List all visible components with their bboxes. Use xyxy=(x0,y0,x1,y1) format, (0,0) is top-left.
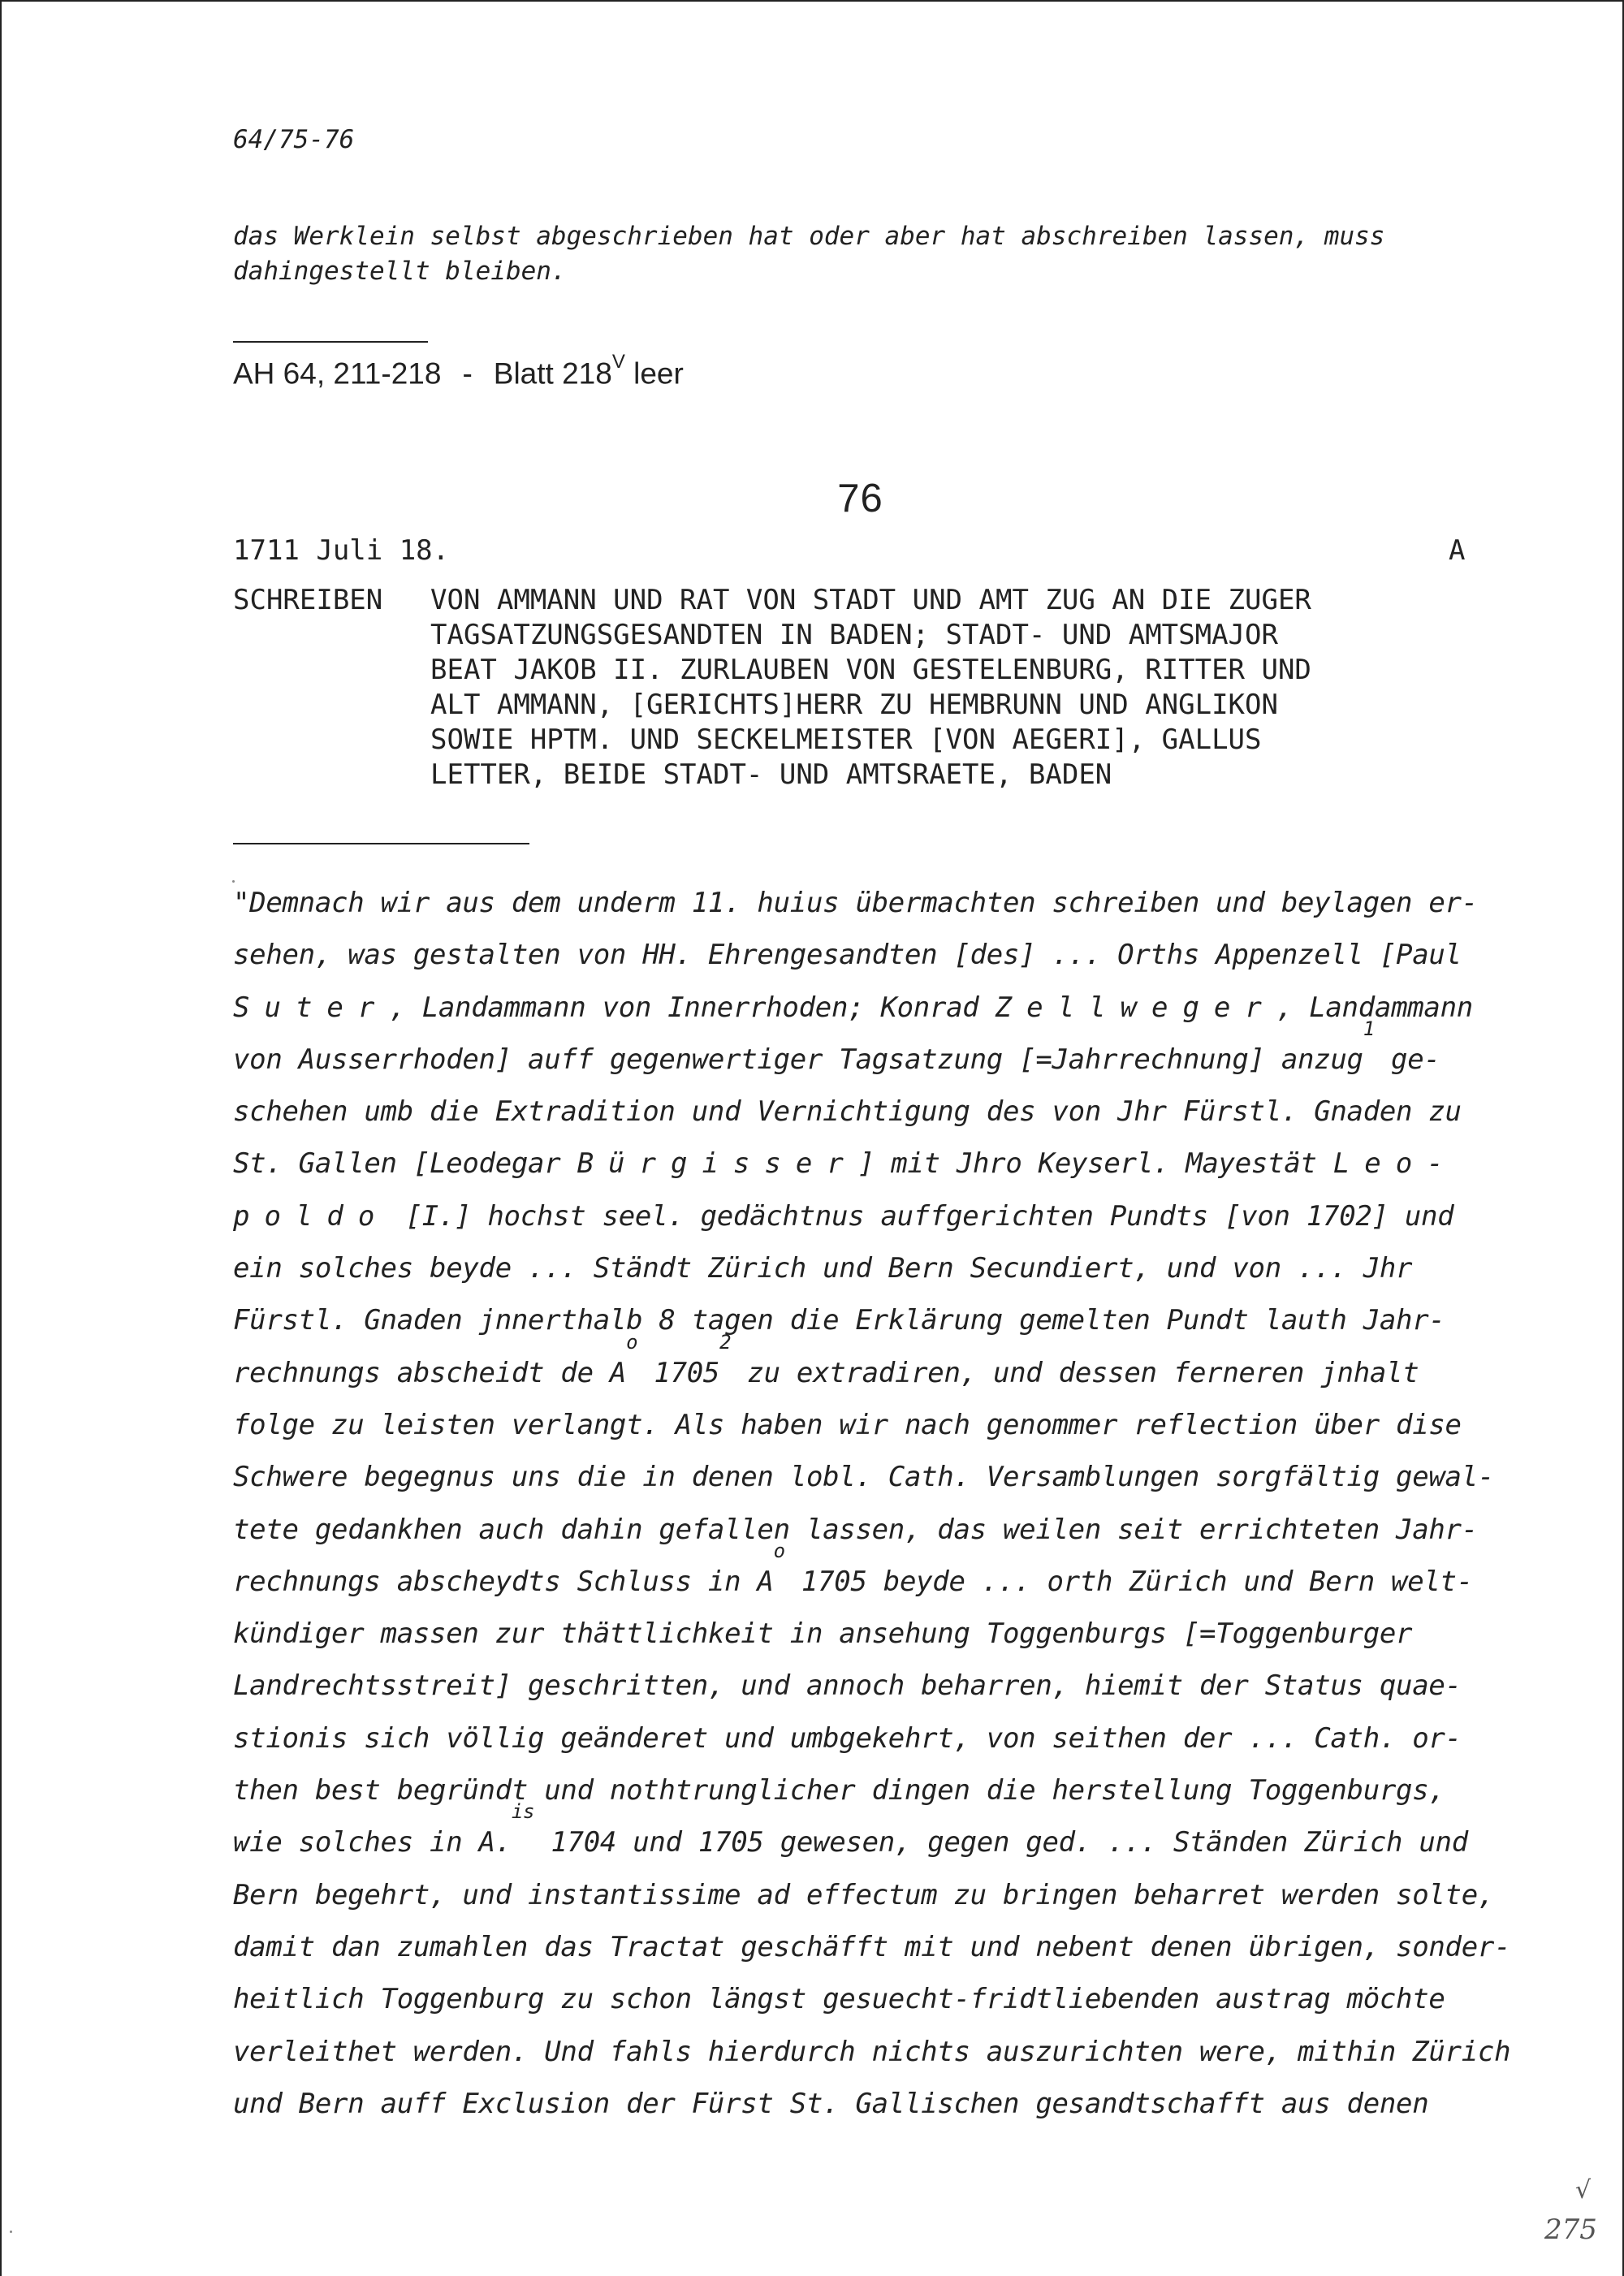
text-line: schehen umb die Extradition und Vernichtigung des von Jhr Fürstl. Gnaden zu xyxy=(233,1095,1462,1129)
heading-lead: SCHREIBEN xyxy=(233,584,383,616)
superscript: o xyxy=(626,1330,638,1354)
text-line xyxy=(233,1017,1532,1086)
text-fragment: St. Gallen [Leodegar xyxy=(233,1147,577,1181)
spaced-name: Suter xyxy=(233,991,390,1024)
text-fragment: , Landammann xyxy=(1276,991,1473,1024)
text-line xyxy=(233,1138,1532,1190)
handwritten-checkmark: √ xyxy=(1575,2176,1592,2205)
spaced-name: Bürgisser xyxy=(577,1147,858,1181)
text-line: Bern begehrt, und instantissime ad effectum zu bringen beharret werden solte, xyxy=(233,1878,1495,1911)
letter-text xyxy=(233,877,1532,2130)
footnote-marker: 1 xyxy=(1363,1017,1375,1040)
page-reference: 64/75-76 xyxy=(233,125,355,154)
document-date: 1711 Juli 18. xyxy=(233,534,450,567)
text-line: tete gedankhen auch dahin gefallen lassen, das weilen seit errichteten Jahr- xyxy=(233,1513,1478,1546)
text-line xyxy=(233,1539,1532,1608)
text-line: Fürstl. Gnaden jnnerthalb 8 tagen die Erklärung gemelten Pundt lauth Jahr- xyxy=(233,1304,1445,1337)
text-fragment: 1704 und 1705 gewesen, gegen ged. ... Ständen Zürich und xyxy=(534,1826,1468,1859)
text-line: stionis sich völlig geänderet und umbgekehrt, von seithen der ... Cath. or- xyxy=(233,1721,1462,1755)
separator-rule-2 xyxy=(233,843,529,844)
text-fragment: ge- xyxy=(1374,1043,1440,1076)
handwritten-page-number: 275 xyxy=(1544,2213,1597,2246)
spaced-name: Leo- xyxy=(1332,1147,1458,1181)
text-fragment: 1705 xyxy=(637,1356,720,1389)
superscript: o xyxy=(773,1539,785,1562)
heading-body: VON AMMANN UND RAT VON STADT UND AMT ZUG AN DIE ZUGER TAGSATZUNGSGESANDTEN IN BADEN; STADT- UND AMTSMAJOR BEAT JAKOB II. ZURLAUBEN VON GESTELENBURG, RITTER UND ALT AMMANN, [GERICHTS]HERR ZU HEMBRUNN UND ANGLIKON SOWIE HPTM. UND SECKELMEISTER [VON AEGERI], GALLUS LETTER, BEIDE STADT- UND AMTSRAETE, BADEN xyxy=(430,584,1311,791)
spaced-name: poldo xyxy=(233,1199,390,1233)
text-line: Landrechtsstreit] geschritten, und annoch beharren, hiemit der Status quae- xyxy=(233,1669,1462,1703)
text-line: ein solches beyde ... Ständt Zürich und Bern Secundiert, und von ... Jhr xyxy=(233,1252,1413,1285)
text-line: und Bern auff Exclusion der Fürst St. Gallischen gesandtschafft aus denen xyxy=(233,2087,1429,2120)
separator-rule xyxy=(233,341,428,343)
text-line: sehen, was gestalten von HH. Ehrengesandten [des] ... Orths Appenzell [Paul xyxy=(233,939,1462,972)
spaced-name: Zellweger xyxy=(995,991,1276,1024)
text-line: folge zu leisten verlangt. Als haben wir nach genommer reflection über dise xyxy=(233,1408,1462,1441)
superscript: is xyxy=(511,1800,535,1824)
text-fragment: 1705 beyde ... orth Zürich und Bern welt- xyxy=(784,1565,1473,1598)
text-fragment: ] mit Jhro Keyserl. Mayestät xyxy=(857,1147,1333,1181)
source-citation xyxy=(233,351,684,391)
text-line xyxy=(233,1330,1532,1399)
blatt-label: Blatt 218 xyxy=(493,356,612,391)
text-fragment: [I.] hochst seel. gedächtnus auffgerichten Pundts [von 1702] und xyxy=(389,1199,1454,1233)
document-marker: A xyxy=(1449,534,1466,567)
text-fragment: von Ausserrhoden] auff gegenwertiger Tagsatzung [=Jahrrechnung] anzug xyxy=(233,1043,1363,1076)
text-fragment: zu extradiren, und dessen ferneren jnhalt xyxy=(731,1356,1419,1389)
text-line xyxy=(233,982,1532,1034)
text-line: verleithet werden. Und fahls hierdurch nichts auszurichten were, mithin Zürich xyxy=(233,2035,1511,2068)
speck xyxy=(10,2231,12,2233)
text-line: "Demnach wir aus dem underm 11. huius übermachten schreiben und beylagen er- xyxy=(233,887,1478,919)
intro-paragraph: das Werklein selbst abgeschrieben hat oder aber hat abschreiben lassen, muss dahingestellt bleiben. xyxy=(233,222,1385,286)
citation-dash: - xyxy=(462,356,473,391)
text-line: kündiger massen zur thättlichkeit in ansehung Toggenburgs [=Toggenburger xyxy=(233,1617,1413,1651)
text-line xyxy=(233,1800,1532,1868)
text-fragment: wie solches in A. xyxy=(233,1826,512,1859)
verso-superscript: V xyxy=(611,351,625,373)
footnote-marker: 2 xyxy=(719,1330,732,1354)
text-fragment: rechnungs abscheydts Schluss in A xyxy=(233,1565,774,1598)
archive-reference: AH 64, 211-218 xyxy=(233,356,442,391)
text-line: Schwere begegnus uns die in denen lobl. Cath. Versamblungen sorgfältig gewal- xyxy=(233,1461,1495,1494)
text-line: heitlich Toggenburg zu schon längst gesuecht-fridtliebenden austrag möchte xyxy=(233,1983,1445,2016)
text-line xyxy=(233,1190,1532,1242)
blatt-suffix: leer xyxy=(633,356,684,391)
document-number: 76 xyxy=(837,477,883,520)
text-fragment: rechnungs abscheidt de A xyxy=(233,1356,627,1389)
text-line: then best begründt und nothtrunglicher dingen die herstellung Toggenburgs, xyxy=(233,1774,1445,1807)
text-fragment: , Landammann von Innerrhoden; Konrad xyxy=(389,991,996,1024)
text-line: damit dan zumahlen das Tractat geschäfft mit und nebent denen übrigen, sonder- xyxy=(233,1930,1511,1963)
